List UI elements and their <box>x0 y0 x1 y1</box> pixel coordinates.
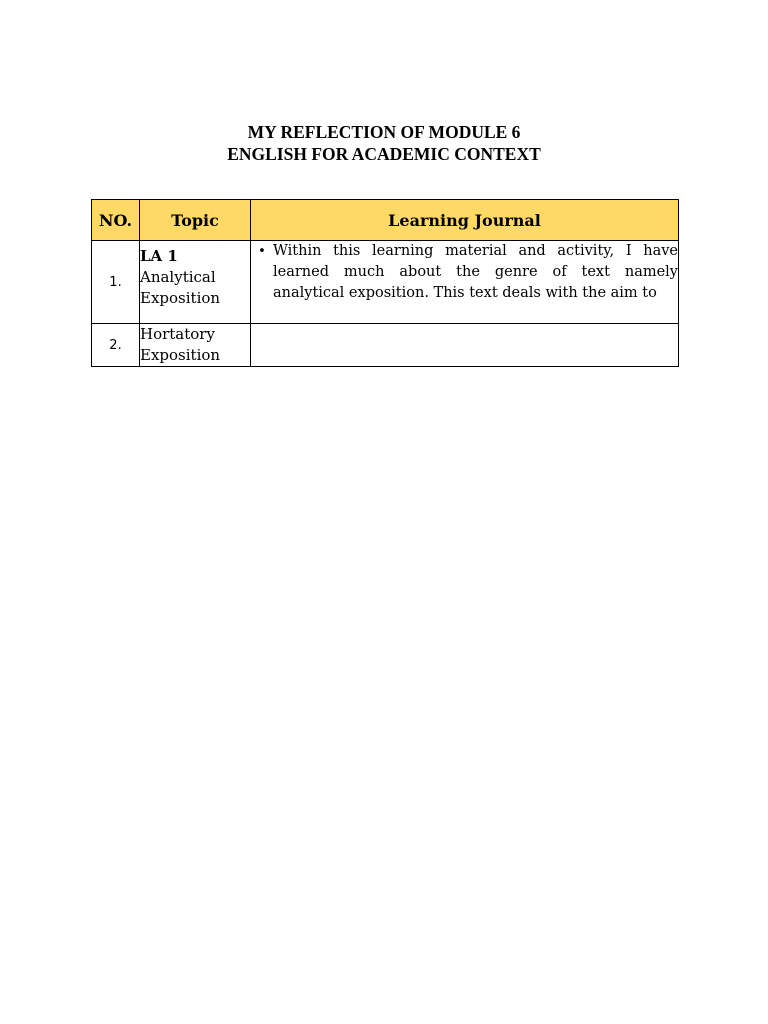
topic-line-2: Exposition <box>140 346 221 364</box>
topic-cell <box>140 324 251 367</box>
header-no: NO. <box>92 200 140 241</box>
journal-cell <box>251 324 679 367</box>
row-number: 1. <box>92 241 140 324</box>
document-title <box>0 121 768 165</box>
table-row <box>92 324 679 367</box>
header-topic: Topic <box>140 200 251 241</box>
learning-journal-table <box>91 199 679 367</box>
title-line-1: MY REFLECTION OF MODULE 6 <box>247 122 521 142</box>
table-header-row <box>92 200 679 241</box>
topic-label: LA 1 <box>140 247 178 265</box>
topic-cell <box>140 241 251 324</box>
journal-text: Within this learning material and activity, I have learned much about the genre of text namely analytical exposition. This text deals with the aim to <box>273 243 678 301</box>
journal-bullet-item <box>251 241 678 304</box>
topic-line-2: Exposition <box>140 289 221 307</box>
bullet-icon: • <box>258 244 266 259</box>
topic-line-1: Hortatory <box>140 325 215 343</box>
table-row <box>92 241 679 324</box>
topic-line-1: Analytical <box>140 268 216 286</box>
journal-cell <box>251 241 679 324</box>
header-learning-journal: Learning Journal <box>251 200 679 241</box>
title-line-2: ENGLISH FOR ACADEMIC CONTEXT <box>227 144 541 164</box>
row-number: 2. <box>92 324 140 367</box>
